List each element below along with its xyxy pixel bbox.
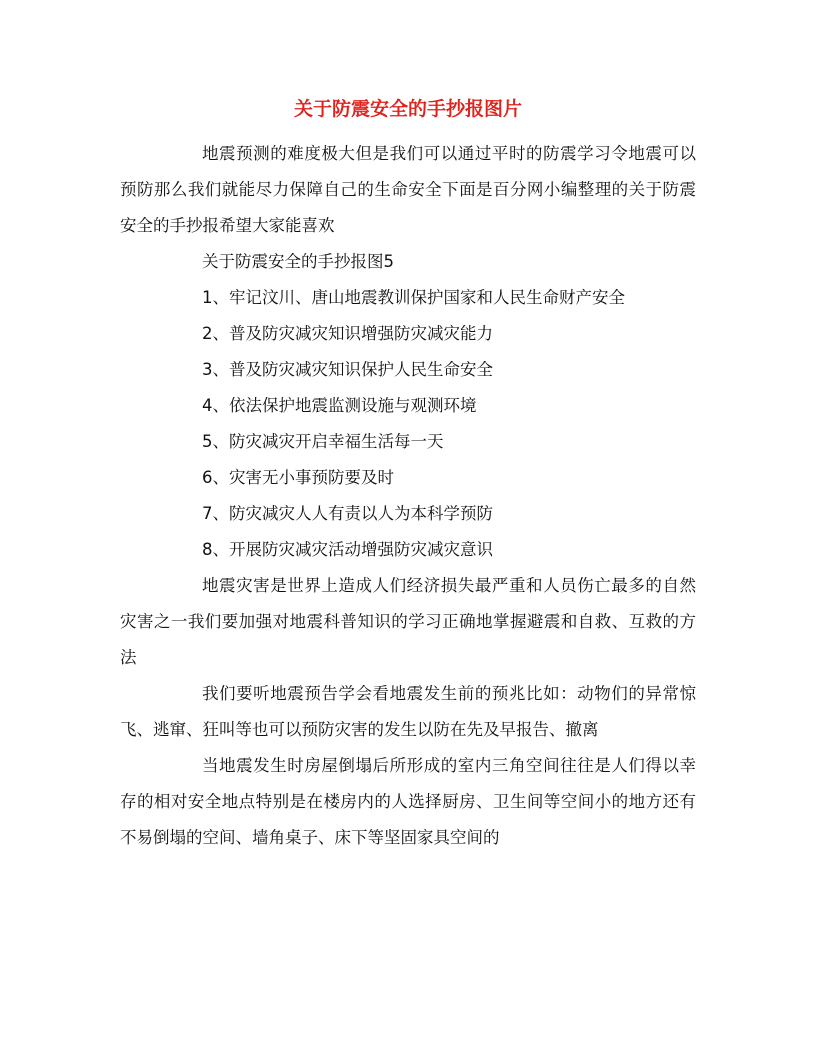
- slogan-item: 8、开展防灾减灾活动增强防灾减灾意识: [202, 540, 493, 559]
- slogan-item: 5、防灾减灾开启幸福生活每一天: [202, 432, 444, 451]
- slogan-item: 7、防灾减灾人人有责以人为本科学预防: [202, 504, 493, 523]
- intro-paragraph: 地震预测的难度极大但是我们可以通过平时的防震学习令地震可以预防那么我们就能尽力保障自己的生命安全下面是百分网小编整理的关于防震安全的手抄报希望大家能喜欢: [120, 144, 696, 235]
- body-paragraph: 地震灾害是世界上造成人们经济损失最严重和人员伤亡最多的自然灾害之一我们要加强对地震科普知识的学习正确地掌握避震和自救、互救的方法: [120, 576, 696, 667]
- slogan-item: 3、普及防灾减灾知识保护人民生命安全: [202, 360, 493, 379]
- document-title: 关于防震安全的手抄报图片: [293, 98, 522, 120]
- slogan-item: 1、牢记汶川、唐山地震教训保护国家和人民生命财产安全: [202, 288, 625, 307]
- slogan-item: 6、灾害无小事预防要及时: [202, 468, 394, 487]
- slogan-item: 4、依法保护地震监测设施与观测环境: [202, 396, 477, 415]
- body-paragraph: 当地震发生时房屋倒塌后所形成的室内三角空间往往是人们得以幸存的相对安全地点特别是在楼房内的人选择厨房、卫生间等空间小的地方还有不易倒塌的空间、墙角桌子、床下等坚固家具空间的: [120, 756, 696, 847]
- body-paragraph: 我们要听地震预告学会看地震发生前的预兆比如：动物们的异常惊飞、逃窜、狂叫等也可以预防灾害的发生以防在先及早报告、撤离: [120, 684, 696, 739]
- document-body: [120, 136, 696, 856]
- slogan-item: 2、普及防灾减灾知识增强防灾减灾能力: [202, 324, 493, 343]
- subheading: 关于防震安全的手抄报图5: [202, 252, 394, 271]
